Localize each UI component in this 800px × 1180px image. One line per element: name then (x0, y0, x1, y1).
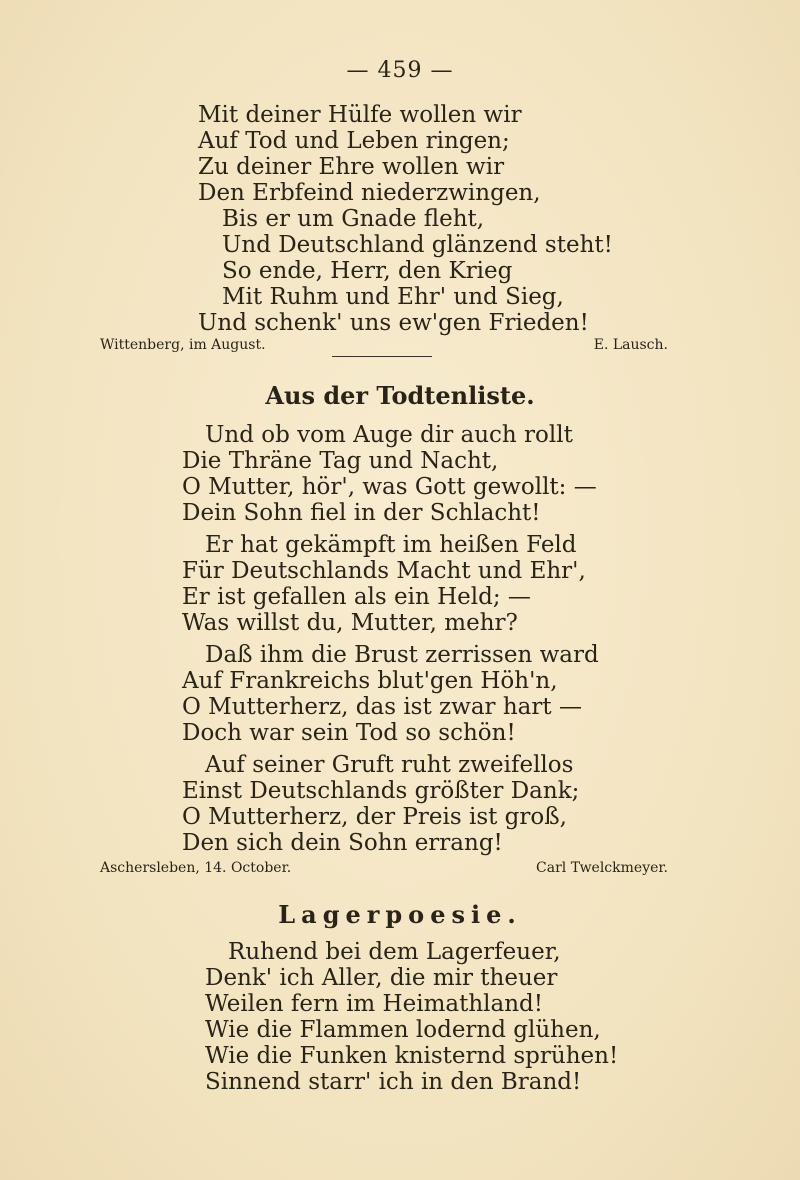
verse-line: Zu deiner Ehre wollen wir (198, 154, 505, 180)
verse-line: Einst Deutschlands größter Dank; (182, 778, 580, 804)
poem-title: Lagerpoesie. (278, 900, 522, 929)
verse-line: Und schenk' uns ew'gen Frieden! (198, 310, 589, 336)
verse-line: Daß ihm die Brust zerrissen ward (205, 642, 599, 668)
verse-line: Und Deutschland glänzend steht! (222, 232, 613, 258)
verse-line: Auf Tod und Leben ringen; (198, 128, 510, 154)
verse-line: Wie die Funken knisternd sprühen! (205, 1043, 619, 1069)
verse-line: O Mutter, hör', was Gott gewollt: — (182, 474, 597, 500)
poem-author: E. Lausch. (593, 337, 668, 353)
verse-line: Wie die Flammen lodernd glühen, (205, 1017, 601, 1043)
verse-line: Für Deutschlands Macht und Ehr', (182, 558, 586, 584)
verse-line: So ende, Herr, den Krieg (222, 258, 513, 284)
verse-line: Den Erbfeind niederzwingen, (198, 180, 541, 206)
verse-line: Bis er um Gnade fleht, (222, 206, 485, 232)
verse-line: Auf Frankreichs blut'gen Höh'n, (182, 668, 558, 694)
verse-line: Denk' ich Aller, die mir theuer (205, 965, 558, 991)
verse-line: Er hat gekämpft im heißen Feld (205, 532, 577, 558)
separator-rule (332, 356, 432, 357)
verse-line: Was willst du, Mutter, mehr? (182, 610, 518, 636)
verse-line: Doch war sein Tod so schön! (182, 720, 516, 746)
verse-line: Mit deiner Hülfe wollen wir (198, 102, 522, 128)
verse-line: Sinnend starr' ich in den Brand! (205, 1069, 582, 1095)
verse-line: O Mutterherz, das ist zwar hart — (182, 694, 582, 720)
verse-line: Dein Sohn fiel in der Schlacht! (182, 500, 541, 526)
verse-line: Die Thräne Tag und Nacht, (182, 448, 499, 474)
verse-line: Den sich dein Sohn errang! (182, 830, 503, 856)
poem-author: Carl Twelckmeyer. (536, 860, 668, 876)
verse-line: Er ist gefallen als ein Held; — (182, 584, 531, 610)
verse-line: Weilen fern im Heimathland! (205, 991, 543, 1017)
poem-title: Aus der Todtenliste. (265, 381, 535, 410)
poem-place-date: Aschersleben, 14. October. (100, 860, 292, 876)
verse-line: Ruhend bei dem Lagerfeuer, (228, 939, 561, 965)
poem-place-date: Wittenberg, im August. (100, 337, 266, 353)
verse-line: Und ob vom Auge dir auch rollt (205, 422, 573, 448)
verse-line: Auf seiner Gruft ruht zweifellos (205, 752, 574, 778)
page-number: — 459 — (346, 58, 454, 83)
verse-line: Mit Ruhm und Ehr' und Sieg, (222, 284, 564, 310)
verse-line: O Mutterherz, der Preis ist groß, (182, 804, 567, 830)
